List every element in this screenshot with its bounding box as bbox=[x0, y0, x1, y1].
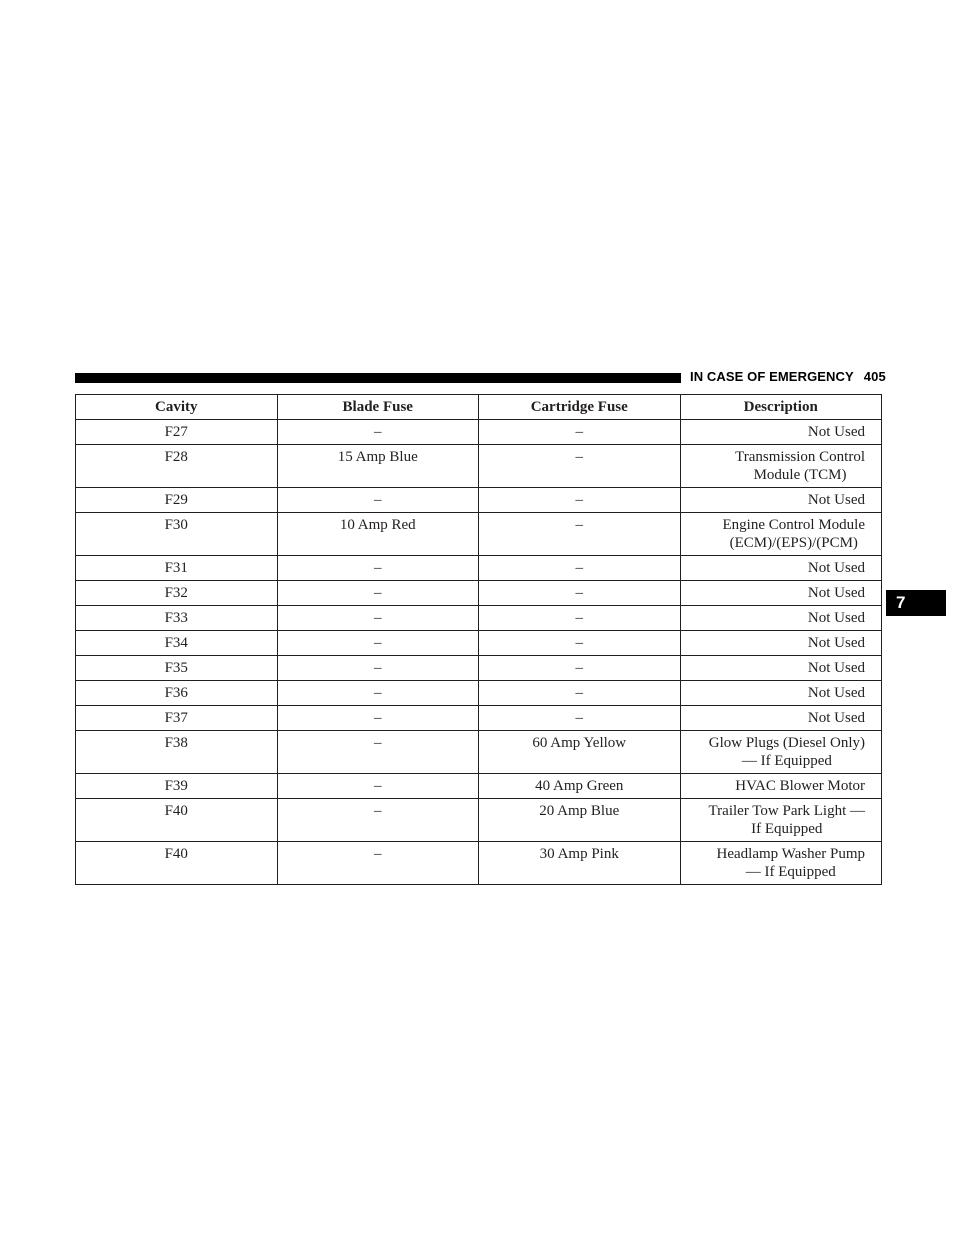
description-line: (ECM)/(EPS)/(PCM) bbox=[729, 535, 858, 551]
cell-blade-fuse: – bbox=[277, 488, 479, 513]
cell-description bbox=[680, 513, 882, 556]
table-row bbox=[76, 488, 882, 513]
header-rule bbox=[75, 373, 681, 383]
cell-blade-fuse: – bbox=[277, 706, 479, 731]
description-line: Glow Plugs (Diesel Only) bbox=[708, 735, 865, 751]
cell-cavity: F30 bbox=[76, 513, 278, 556]
cell-cartridge-fuse: – bbox=[479, 513, 681, 556]
description-line: Trailer Tow Park Light — bbox=[708, 803, 865, 819]
table-row bbox=[76, 581, 882, 606]
cell-cartridge-fuse: 30 Amp Pink bbox=[479, 842, 681, 885]
description-text bbox=[709, 802, 865, 838]
cell-cartridge-fuse: 60 Amp Yellow bbox=[479, 731, 681, 774]
table-row bbox=[76, 420, 882, 445]
cell-cartridge-fuse: 20 Amp Blue bbox=[479, 799, 681, 842]
cell-blade-fuse: – bbox=[277, 631, 479, 656]
cell-cavity: F35 bbox=[76, 656, 278, 681]
cell-description bbox=[680, 420, 882, 445]
table-header-row bbox=[76, 395, 882, 420]
running-header bbox=[690, 369, 886, 384]
description-text bbox=[717, 845, 865, 881]
description-text bbox=[735, 448, 865, 484]
cell-blade-fuse: 15 Amp Blue bbox=[277, 445, 479, 488]
description-line: Not Used bbox=[807, 610, 865, 626]
description-line: Not Used bbox=[807, 660, 865, 676]
cell-cartridge-fuse: – bbox=[479, 631, 681, 656]
description-line: Not Used bbox=[807, 560, 865, 576]
description-line: Engine Control Module bbox=[722, 517, 865, 533]
description-text bbox=[723, 516, 866, 552]
cell-cavity: F34 bbox=[76, 631, 278, 656]
cell-cartridge-fuse: – bbox=[479, 656, 681, 681]
cell-cartridge-fuse: – bbox=[479, 706, 681, 731]
cell-blade-fuse: – bbox=[277, 420, 479, 445]
section-title: IN CASE OF EMERGENCY bbox=[690, 369, 854, 384]
description-text bbox=[808, 634, 865, 652]
cell-description bbox=[680, 631, 882, 656]
description-line: — If Equipped bbox=[741, 753, 832, 769]
description-line: Headlamp Washer Pump bbox=[716, 846, 865, 862]
cell-cavity: F31 bbox=[76, 556, 278, 581]
cell-description bbox=[680, 581, 882, 606]
table-row bbox=[76, 631, 882, 656]
description-line: HVAC Blower Motor bbox=[735, 778, 865, 794]
description-text bbox=[808, 559, 865, 577]
cell-blade-fuse: – bbox=[277, 606, 479, 631]
fuse-table bbox=[75, 394, 882, 885]
table-row bbox=[76, 513, 882, 556]
column-header-cavity: Cavity bbox=[76, 395, 278, 420]
cell-cartridge-fuse: 40 Amp Green bbox=[479, 774, 681, 799]
description-text bbox=[709, 734, 865, 770]
cell-blade-fuse: – bbox=[277, 774, 479, 799]
description-text bbox=[808, 423, 865, 441]
cell-cavity: F40 bbox=[76, 842, 278, 885]
description-line: Module (TCM) bbox=[753, 467, 847, 483]
cell-blade-fuse: – bbox=[277, 556, 479, 581]
cell-cartridge-fuse: – bbox=[479, 420, 681, 445]
cell-description bbox=[680, 606, 882, 631]
chapter-tab: 7 bbox=[886, 590, 946, 616]
table-row bbox=[76, 706, 882, 731]
cell-cavity: F33 bbox=[76, 606, 278, 631]
table-row bbox=[76, 681, 882, 706]
description-line: Not Used bbox=[807, 685, 865, 701]
cell-cavity: F27 bbox=[76, 420, 278, 445]
cell-cartridge-fuse: – bbox=[479, 681, 681, 706]
table-row bbox=[76, 731, 882, 774]
table-row bbox=[76, 656, 882, 681]
description-line: Not Used bbox=[807, 585, 865, 601]
description-line: Transmission Control bbox=[735, 449, 865, 465]
table-row bbox=[76, 774, 882, 799]
description-line: Not Used bbox=[807, 424, 865, 440]
description-line: If Equipped bbox=[751, 821, 823, 837]
cell-cavity: F39 bbox=[76, 774, 278, 799]
description-line: Not Used bbox=[807, 635, 865, 651]
cell-cartridge-fuse: – bbox=[479, 445, 681, 488]
cell-blade-fuse: – bbox=[277, 581, 479, 606]
cell-cavity: F36 bbox=[76, 681, 278, 706]
table-row bbox=[76, 842, 882, 885]
cell-blade-fuse: – bbox=[277, 656, 479, 681]
description-line: Not Used bbox=[807, 492, 865, 508]
cell-cartridge-fuse: – bbox=[479, 606, 681, 631]
cell-cavity: F37 bbox=[76, 706, 278, 731]
cell-description bbox=[680, 706, 882, 731]
cell-description bbox=[680, 774, 882, 799]
cell-cartridge-fuse: – bbox=[479, 581, 681, 606]
column-header-cartridge-fuse: Cartridge Fuse bbox=[479, 395, 681, 420]
description-text bbox=[808, 491, 865, 509]
cell-description bbox=[680, 556, 882, 581]
cell-description bbox=[680, 681, 882, 706]
table-row bbox=[76, 556, 882, 581]
table-body bbox=[76, 420, 882, 885]
cell-description bbox=[680, 656, 882, 681]
cell-description bbox=[680, 731, 882, 774]
description-text bbox=[808, 684, 865, 702]
description-text bbox=[808, 609, 865, 627]
cell-description bbox=[680, 799, 882, 842]
table-row bbox=[76, 799, 882, 842]
cell-cavity: F28 bbox=[76, 445, 278, 488]
cell-description bbox=[680, 488, 882, 513]
column-header-description: Description bbox=[680, 395, 882, 420]
cell-blade-fuse: – bbox=[277, 799, 479, 842]
description-text bbox=[735, 777, 865, 795]
cell-description bbox=[680, 445, 882, 488]
cell-description bbox=[680, 842, 882, 885]
cell-blade-fuse: 10 Amp Red bbox=[277, 513, 479, 556]
table-row bbox=[76, 606, 882, 631]
cell-cartridge-fuse: – bbox=[479, 556, 681, 581]
cell-cavity: F32 bbox=[76, 581, 278, 606]
column-header-blade-fuse: Blade Fuse bbox=[277, 395, 479, 420]
description-text bbox=[808, 584, 865, 602]
description-text bbox=[808, 659, 865, 677]
cell-blade-fuse: – bbox=[277, 842, 479, 885]
cell-cavity: F29 bbox=[76, 488, 278, 513]
cell-cartridge-fuse: – bbox=[479, 488, 681, 513]
description-line: Not Used bbox=[807, 710, 865, 726]
description-text bbox=[808, 709, 865, 727]
description-line: — If Equipped bbox=[745, 864, 836, 880]
cell-cavity: F40 bbox=[76, 799, 278, 842]
cell-blade-fuse: – bbox=[277, 681, 479, 706]
page-number: 405 bbox=[863, 369, 886, 384]
cell-blade-fuse: – bbox=[277, 731, 479, 774]
cell-cavity: F38 bbox=[76, 731, 278, 774]
table-row bbox=[76, 445, 882, 488]
